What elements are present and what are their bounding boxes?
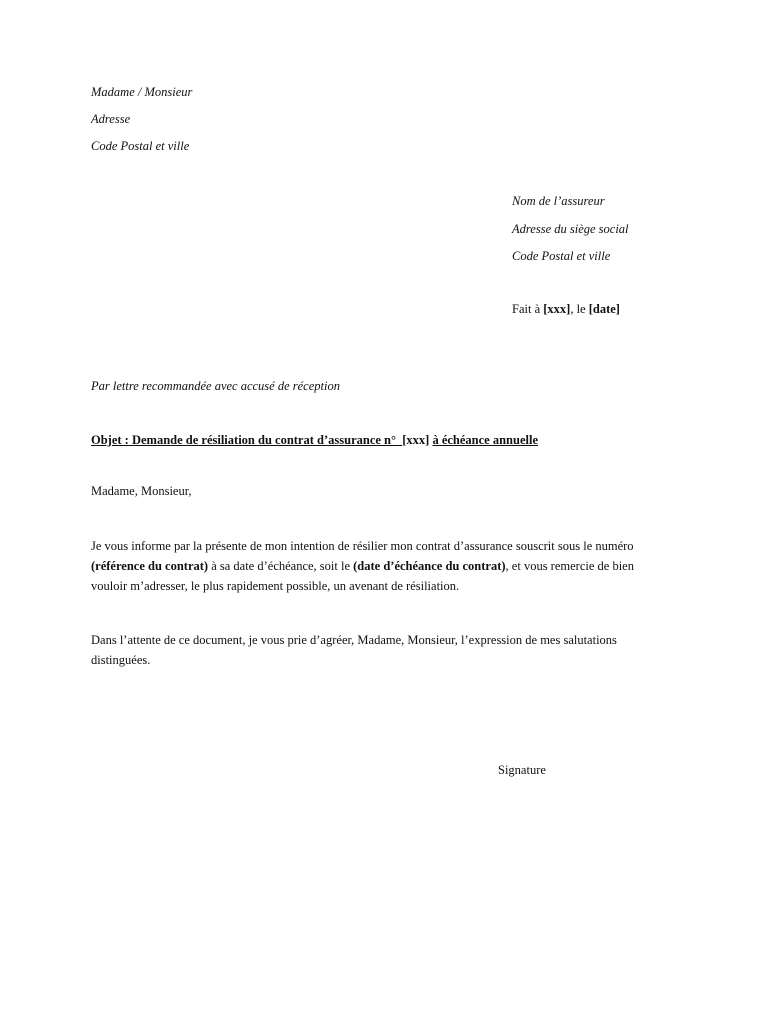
date-value: [date] bbox=[588, 302, 620, 316]
place-date-prefix: Fait à bbox=[512, 302, 544, 316]
body1-line2-end: , et vous remercie de bien bbox=[505, 559, 634, 573]
sender-postal-city: Code Postal et ville bbox=[91, 139, 190, 153]
place-value: [xxx] bbox=[543, 302, 571, 316]
body1-line2 bbox=[91, 556, 691, 576]
recipient-name: Nom de l’assureur bbox=[512, 194, 605, 208]
due-date: (date d’échéance du contrat) bbox=[353, 559, 506, 573]
subject-part5: à échéance annuelle bbox=[432, 433, 538, 447]
subject-part1: Objet : Demande de résiliation du contrat d’assurance n° bbox=[91, 433, 396, 447]
body2-line1: Dans l’attente de ce document, je vous prie d’agréer, Madame, Monsieur, l’expression de mes salutations bbox=[91, 633, 617, 647]
body1-line3: vouloir m’adresser, le plus rapidement possible, un avenant de résiliation. bbox=[91, 579, 460, 593]
body2-line2: distinguées. bbox=[91, 653, 151, 667]
contract-reference: (référence du contrat) bbox=[91, 559, 209, 573]
recipient-postal-city: Code Postal et ville bbox=[512, 249, 611, 263]
body1-line1: Je vous informe par la présente de mon intention de résilier mon contrat d’assurance souscrit sous le numéro bbox=[91, 539, 634, 553]
subject-line bbox=[91, 433, 538, 448]
body-paragraph-2 bbox=[91, 630, 691, 670]
salutation: Madame, Monsieur, bbox=[91, 484, 192, 498]
place-date-line bbox=[512, 302, 620, 317]
delivery-method: Par lettre recommandée avec accusé de réception bbox=[91, 379, 340, 393]
sender-address: Adresse bbox=[91, 112, 131, 126]
sender-name: Madame / Monsieur bbox=[91, 85, 193, 99]
body-paragraph-1 bbox=[91, 536, 691, 596]
subject-contract-number: [xxx] bbox=[402, 433, 430, 447]
recipient-address: Adresse du siège social bbox=[512, 222, 629, 236]
place-date-middle: , le bbox=[570, 302, 589, 316]
signature-label: Signature bbox=[498, 763, 546, 777]
body1-line2-mid: à sa date d’échéance, soit le bbox=[208, 559, 354, 573]
